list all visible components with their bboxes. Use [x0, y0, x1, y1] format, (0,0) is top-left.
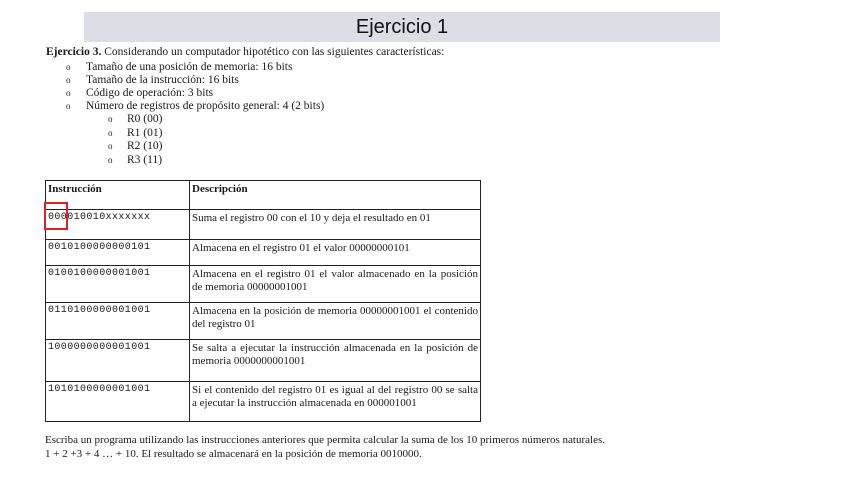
- bullet-icon: o: [108, 154, 113, 165]
- bullet-icon: o: [108, 114, 113, 124]
- bullet-icon: o: [66, 62, 71, 72]
- instruction-table: [45, 180, 481, 422]
- list-item: o R2 (10): [108, 140, 163, 152]
- exercise-heading: [46, 46, 444, 58]
- instruction-description: Almacena en el registro 01 el valor 00000000101: [190, 240, 481, 266]
- instruction-code: 1000000000001001: [46, 340, 190, 382]
- instruction-code: 1010100000001001: [46, 382, 190, 422]
- table-row: [46, 303, 481, 340]
- bullet-icon: o: [66, 101, 71, 111]
- table-row: [46, 240, 481, 266]
- list-item: o Tamaño de una posición de memoria: 16 bits: [66, 61, 293, 73]
- bullet-icon: o: [108, 141, 113, 151]
- instruction-description: Suma el registro 00 con el 10 y deja el resultado en 01: [190, 210, 481, 240]
- table-row: [46, 210, 481, 240]
- list-item: o R3 (11): [108, 153, 163, 166]
- instruction-code: 0110100000001001: [46, 303, 190, 340]
- instruction-description: Almacena en el registro 01 el valor almacenado en la posición de memoria 00000001001: [190, 266, 481, 303]
- list-item: o Tamaño de la instrucción: 16 bits: [66, 74, 239, 86]
- bullet-icon: o: [66, 88, 71, 98]
- exercise-label: Ejercicio 3.: [46, 46, 102, 58]
- list-item: o Código de operación: 3 bits: [66, 87, 214, 99]
- features-list: [66, 61, 324, 113]
- column-header-instruction: Instrucción: [46, 181, 190, 210]
- list-item: o R0 (00): [108, 113, 163, 125]
- slide-title: Ejercicio 1: [355, 15, 449, 38]
- slide-title-bar: [84, 12, 720, 42]
- table-row: [46, 266, 481, 303]
- instruction-code: 000010010xxxxxxx: [46, 210, 190, 240]
- opcode-highlight-box: [44, 202, 68, 230]
- table-row: [46, 340, 481, 382]
- instruction-description: Si el contenido del registro 01 es igual al del registro 00 se salta a ejecutar la instrucción almacenada en 000001001: [190, 382, 481, 422]
- bullet-icon: o: [66, 75, 71, 85]
- table-row: [46, 382, 481, 422]
- instruction-code: 0010100000000101: [46, 240, 190, 266]
- column-header-description: Descripción: [190, 181, 481, 210]
- table-header-row: [46, 181, 481, 210]
- exercise-intro: Considerando un computador hipotético con las siguientes características:: [104, 46, 445, 58]
- bullet-icon: o: [108, 127, 113, 138]
- list-item: o R1 (01): [108, 126, 163, 139]
- instruction-description: Se salta a ejecutar la instrucción almacenada en la posición de memoria 0000000001001: [190, 340, 481, 382]
- registers-list: [108, 113, 162, 167]
- instruction-description: Almacena en la posición de memoria 00000001001 el contenido del registro 01: [190, 303, 481, 340]
- list-item: o Número de registros de propósito general: 4 (2 bits): [66, 100, 325, 112]
- task-statement: Escriba un programa utilizando las instrucciones anteriores que permita calcular la suma de los 10 primeros números naturales. 1 + 2 +3 + 4 … + 10. El resultado se almacenará en la posición de memoria 0010000.: [45, 434, 605, 460]
- instruction-code: 0100100000001001: [46, 266, 190, 303]
